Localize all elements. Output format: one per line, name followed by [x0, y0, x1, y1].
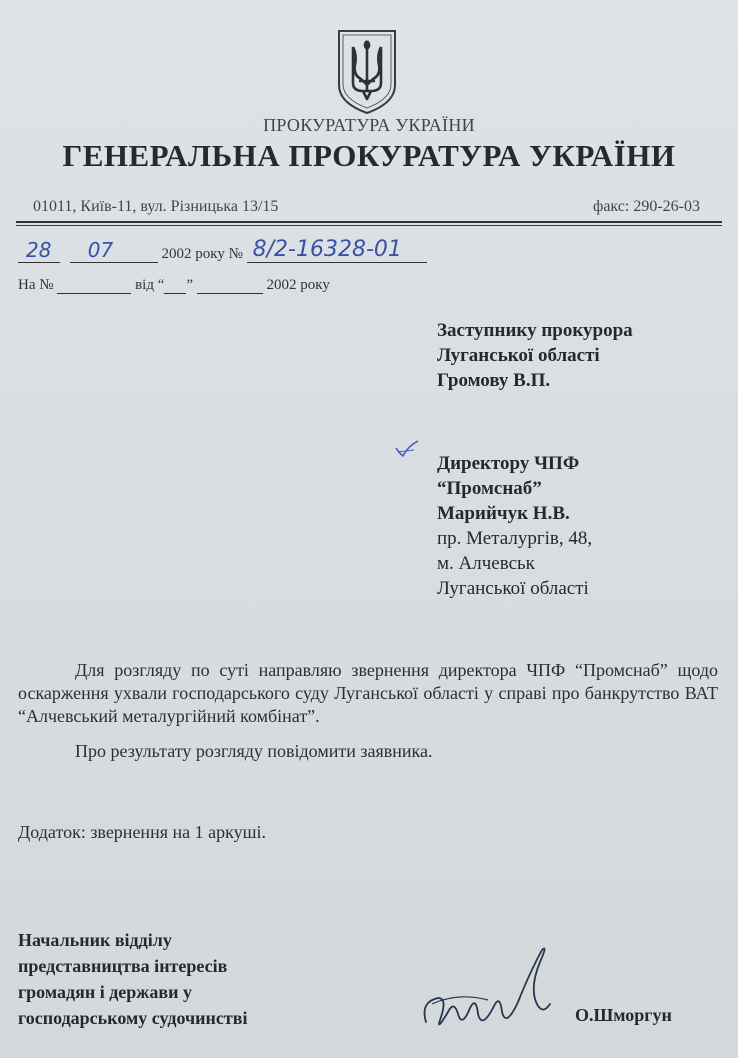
reg-number-field: [247, 237, 427, 263]
recipient-director: [437, 451, 592, 601]
org-address: 01011, Київ-11, вул. Різницька 13/15: [33, 198, 279, 215]
recipient2-line1: Директору ЧПФ: [437, 453, 580, 474]
header-divider-thin: [16, 225, 722, 226]
recipient2-line2: “Промснаб”: [437, 478, 542, 499]
handwritten-signature: [418, 942, 558, 1038]
letter-body: [18, 659, 718, 763]
signatory-title-line1: Начальник відділу: [18, 930, 172, 950]
recipient1-line3: Громову В.П.: [437, 370, 551, 391]
signatory-title-line3: громадян і держави у: [18, 982, 192, 1002]
year-label: 2002 року №: [161, 246, 243, 262]
handwritten-check-mark: [394, 438, 420, 460]
recipient2-line5: м. Алчевськ: [437, 553, 535, 574]
coat-of-arms-icon: [333, 25, 401, 115]
header-divider: [16, 221, 722, 223]
from-month-field: [197, 277, 263, 294]
recipient2-line3: Марийчук Н.В.: [437, 503, 570, 524]
date-month-handwritten: 07: [87, 238, 114, 262]
signatory-title: [18, 927, 247, 1031]
org-subtitle: ПРОКУРАТУРА УКРАЇНИ: [263, 115, 475, 135]
recipient1-line1: Заступнику прокурора: [437, 320, 633, 341]
org-fax: факс: 290-26-03: [592, 198, 700, 215]
signatory-title-line2: представництва інтересів: [18, 956, 228, 976]
body-paragraph-1: Для розгляду по суті направляю звернення директора ЧПФ “Промснаб” щодо оскарження ухвали господарського суду Луганської області у справі про банкрутство ВАТ “Алчевський металургійний комбінат”.: [18, 660, 718, 726]
body-paragraph-2: Про результату розгляду повідомити заявника.: [75, 741, 433, 761]
date-day-field: [18, 238, 60, 263]
date-day-handwritten: 28: [26, 238, 52, 262]
reference-date-line: [18, 237, 427, 263]
from-label: від “: [135, 277, 165, 293]
recipient-prosecutor: [437, 318, 633, 393]
year2-label: 2002 року: [266, 277, 330, 293]
reference-on-line: [18, 277, 330, 294]
recipient2-line6: Луганської області: [437, 578, 589, 599]
org-title: ГЕНЕРАЛЬНА ПРОКУРАТУРА УКРАЇНИ: [62, 138, 676, 173]
recipient1-line2: Луганської області: [437, 345, 600, 366]
from-quote-close: ”: [186, 277, 194, 293]
reg-number-handwritten: 8/2-16328-01: [252, 237, 402, 262]
on-number-field: [57, 277, 131, 294]
recipient2-line4: пр. Металургів, 48,: [437, 528, 593, 549]
on-label: На №: [18, 277, 54, 293]
from-day-field: [164, 277, 186, 294]
date-month-field: [70, 238, 158, 263]
signatory-name: О.Шморгун: [575, 1005, 672, 1025]
attachment-note: Додаток: звернення на 1 аркуші.: [18, 822, 266, 842]
signatory-title-line4: господарському судочинстві: [18, 1008, 248, 1028]
